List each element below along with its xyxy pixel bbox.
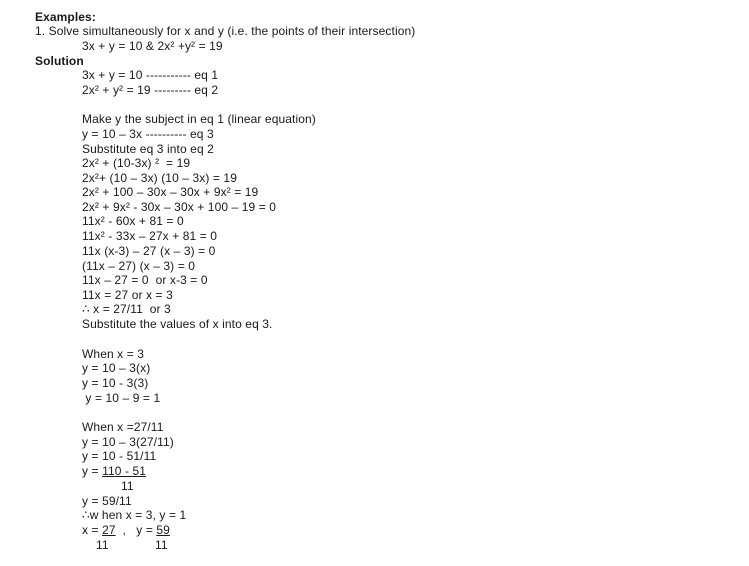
case2-fraction-denominator: 11: [121, 479, 134, 493]
problem-statement: 1. Solve simultaneously for x and y (i.e. the points of their intersection): [35, 24, 416, 38]
step-line: 11x² - 33x – 27x + 81 = 0: [82, 229, 218, 243]
step-line: 2x² + 9x² - 30x – 30x + 100 – 19 = 0: [82, 200, 277, 214]
examples-heading: Examples:: [35, 10, 96, 24]
step-line: 11x = 27 or x = 3: [82, 288, 173, 302]
step-line: ∴ x = 27/11 or 3: [82, 302, 171, 316]
conclusion-x-denominator: 11: [96, 538, 109, 552]
step-line: 11x (x-3) – 27 (x – 3) = 0: [82, 244, 216, 258]
conclusion-x-prefix: x =: [82, 523, 103, 537]
case1-line: When x = 3: [82, 347, 145, 361]
equation-1: 3x + y = 10 ----------- eq 1: [82, 68, 219, 82]
conclusion-y-numerator: 59: [156, 523, 170, 537]
step-line: Make y the subject in eq 1 (linear equation): [82, 112, 316, 126]
conclusion-y-prefix: y =: [136, 523, 157, 537]
case1-line: y = 10 - 3(3): [82, 376, 149, 390]
case2-heading: When x =27/11: [82, 420, 164, 434]
step-line: Substitute eq 3 into eq 2: [82, 142, 214, 156]
conclusion-separator: ,: [115, 523, 137, 537]
step-line: 2x² + (10-3x) ² = 19: [82, 156, 191, 170]
case2-fraction-prefix: y =: [82, 464, 103, 478]
equation-2: 2x² + y² = 19 --------- eq 2: [82, 83, 219, 97]
step-line: Substitute the values of x into eq 3.: [82, 317, 273, 331]
step-line: (11x – 27) (x – 3) = 0: [82, 259, 196, 273]
solution-heading: Solution: [35, 54, 84, 68]
step-line: 11x² - 60x + 81 = 0: [82, 214, 184, 228]
conclusion-y-denominator: 11: [155, 538, 168, 552]
problem-equations: 3x + y = 10 & 2x² +y² = 19: [82, 39, 223, 53]
case2-result: y = 59/11: [82, 494, 132, 508]
case1-line: y = 10 – 3(x): [82, 361, 151, 375]
step-line: 2x²+ (10 – 3x) (10 – 3x) = 19: [82, 171, 237, 185]
step-line: 2x² + 100 – 30x – 30x + 9x² = 19: [82, 185, 259, 199]
case2-fraction-numerator: 110 - 51: [102, 464, 147, 478]
case2-line: y = 10 - 51/11: [82, 449, 157, 463]
conclusion-line: ∴w hen x = 3, y = 1: [82, 508, 187, 522]
conclusion-fractions: [82, 523, 170, 537]
step-line: y = 10 – 3x ---------- eq 3: [82, 127, 214, 141]
case2-fraction-line: [82, 464, 146, 478]
case2-line: y = 10 – 3(27/11): [82, 435, 174, 449]
conclusion-x-numerator: 27: [102, 523, 116, 537]
step-line: 11x – 27 = 0 or x-3 = 0: [82, 273, 208, 287]
case1-line: y = 10 – 9 = 1: [82, 391, 161, 405]
